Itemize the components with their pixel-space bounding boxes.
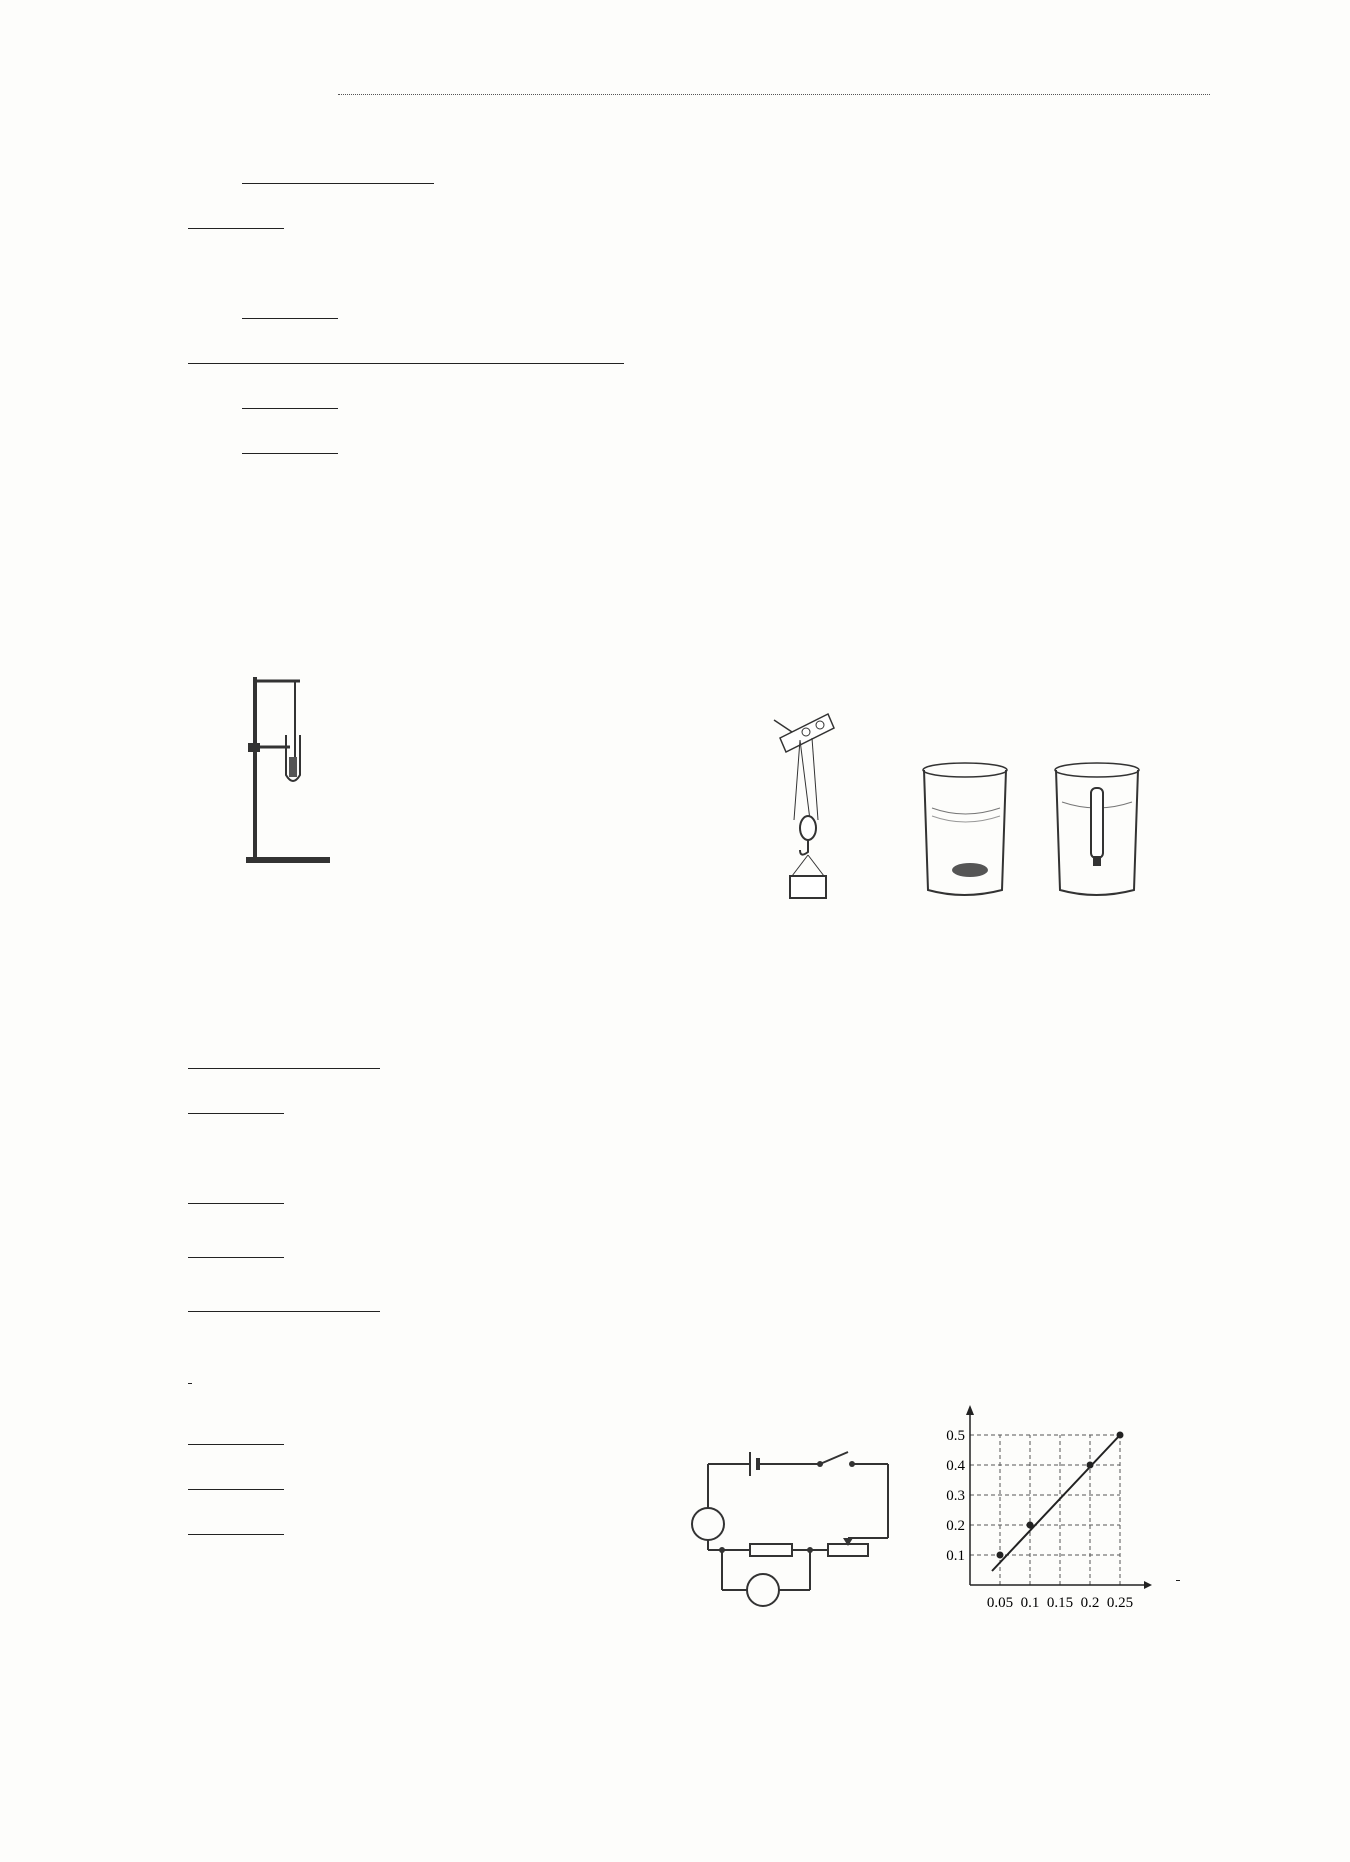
answer-blank[interactable] bbox=[188, 1281, 284, 1312]
answer-blank[interactable] bbox=[338, 153, 434, 184]
y-axis-arrow bbox=[966, 1405, 974, 1415]
fraction-1-over-R bbox=[188, 1383, 192, 1384]
header-rule bbox=[338, 94, 1210, 95]
data-point bbox=[1027, 1522, 1034, 1529]
data-point bbox=[1087, 1462, 1094, 1469]
q16-text bbox=[188, 285, 1210, 465]
y-tick-label: 0.1 bbox=[946, 1548, 965, 1564]
answer-blank[interactable] bbox=[242, 288, 338, 319]
answer-blank[interactable] bbox=[188, 1083, 284, 1114]
q18-text bbox=[188, 1170, 1210, 1333]
fig16b-graph bbox=[350, 680, 730, 880]
y-tick-label: 0.5 bbox=[946, 1428, 965, 1444]
x-tick-label: 0.1 bbox=[1020, 1595, 1040, 1611]
answer-blank[interactable] bbox=[188, 1504, 284, 1535]
y-tick-label: 0.2 bbox=[946, 1518, 965, 1534]
x-tick-label: 0.15 bbox=[1046, 1595, 1074, 1611]
data-point bbox=[1117, 1432, 1124, 1439]
data-point bbox=[997, 1552, 1004, 1559]
fig19b-graph bbox=[940, 1375, 1210, 1625]
q19-text bbox=[188, 1353, 678, 1546]
y-tick-label: 0.4 bbox=[946, 1458, 965, 1474]
answer-blank[interactable] bbox=[188, 333, 284, 364]
x-tick-label: 0.05 bbox=[986, 1595, 1014, 1611]
x-tick-label: 0.25 bbox=[1106, 1595, 1134, 1611]
y-tick-label: 0.3 bbox=[946, 1488, 965, 1504]
answer-blank[interactable] bbox=[284, 1038, 380, 1069]
answer-blank[interactable] bbox=[188, 1173, 284, 1204]
fig18-beakers bbox=[920, 760, 1140, 900]
fig17-crane-pulley bbox=[770, 710, 860, 920]
answer-blank[interactable] bbox=[188, 1459, 284, 1490]
answer-blank[interactable] bbox=[284, 1281, 380, 1312]
x-tick-label: 0.2 bbox=[1080, 1595, 1100, 1611]
answer-blank[interactable] bbox=[188, 1038, 284, 1069]
q17-text bbox=[188, 1035, 1210, 1125]
answer-blank[interactable] bbox=[242, 378, 338, 409]
x-axis-arrow bbox=[1144, 1581, 1152, 1589]
answer-blank[interactable] bbox=[188, 1227, 284, 1258]
current-line bbox=[992, 1435, 1120, 1571]
answer-blank[interactable] bbox=[284, 333, 624, 364]
fig16a-apparatus bbox=[240, 675, 340, 870]
answer-blank[interactable] bbox=[242, 153, 338, 184]
q15-part3 bbox=[188, 150, 1210, 249]
page-header bbox=[188, 80, 1210, 110]
fig19a-circuit bbox=[680, 1440, 910, 1640]
fig19b-xlabel bbox=[1176, 1572, 1180, 1589]
answer-blank[interactable] bbox=[188, 1414, 284, 1445]
answer-blank[interactable] bbox=[188, 198, 284, 229]
answer-blank[interactable] bbox=[242, 423, 338, 454]
